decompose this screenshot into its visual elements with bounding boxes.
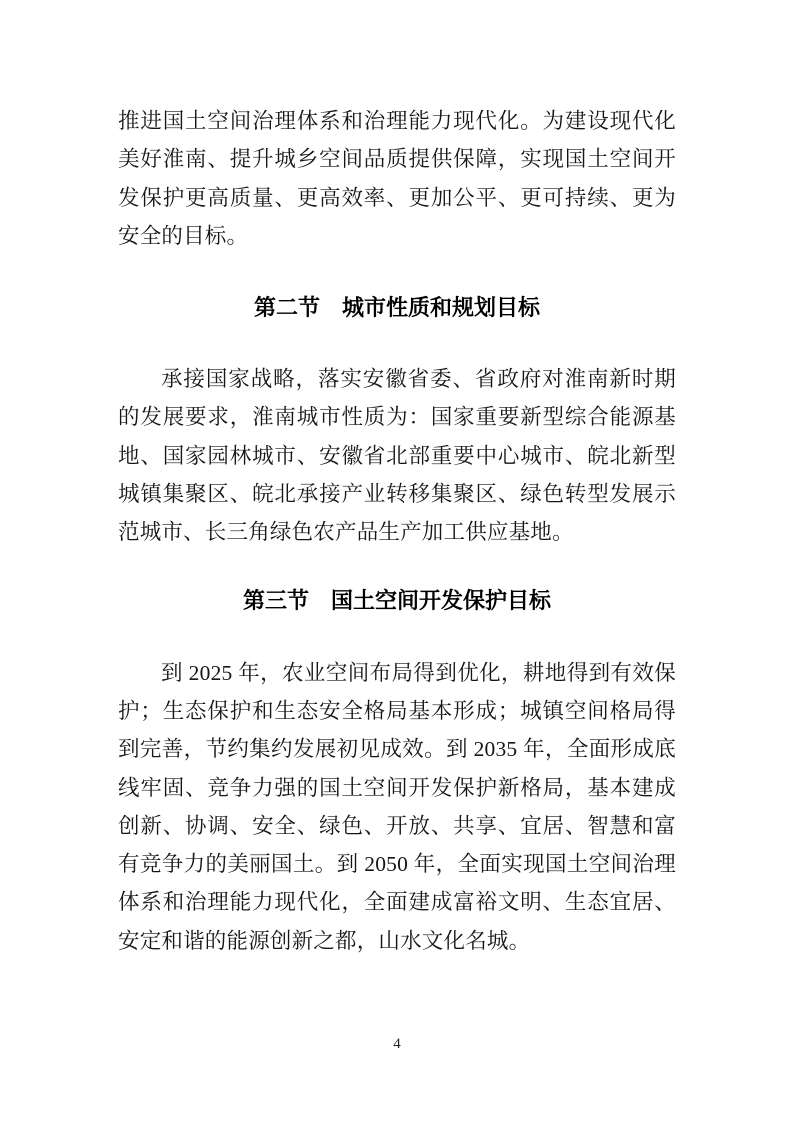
paragraph-section-2: 承接国家战略，落实安徽省委、省政府对淮南新时期的发展要求，淮南城市性质为：国家重要新型综合能源基地、国家园林城市、安徽省北部重要中心城市、皖北新型城镇集聚区、皖北承接产业转移集聚区、绿色转型发展示范城市、长三角绿色农产品生产加工供应基地。 xyxy=(118,367,676,545)
section-heading-2: 第二节 城市性质和规划目标 xyxy=(253,295,540,321)
paragraph-section-3: 到 2025 年，农业空间布局得到优化，耕地得到有效保护；生态保护和生态安全格局基本形成；城镇空间格局得到完善，节约集约发展初见成效。到 2035 年，全面形成底线牢固、竞争力强的国土空间开发保护新格局，基本建成创新、协调、安全、绿色、开放、共享、宜居、智慧和富有竞争力的美丽国土。到 2050 年，全面实现国土空间治理体系和治理能力现代化，全面建成富裕文明、生态宜居、安定和谐的能源创新之都，山水文化名城。 xyxy=(118,660,676,953)
paragraph-intro: 推进国土空间治理体系和治理能力现代化。为建设现代化美好淮南、提升城乡空间品质提供保障，实现国土空间开发保护更高质量、更高效率、更加公平、更可持续、更为安全的目标。 xyxy=(118,109,676,248)
page-number: 4 xyxy=(393,1036,401,1052)
section-heading-3: 第三节 国土空间开发保护目标 xyxy=(242,587,551,613)
page-content xyxy=(118,102,676,960)
